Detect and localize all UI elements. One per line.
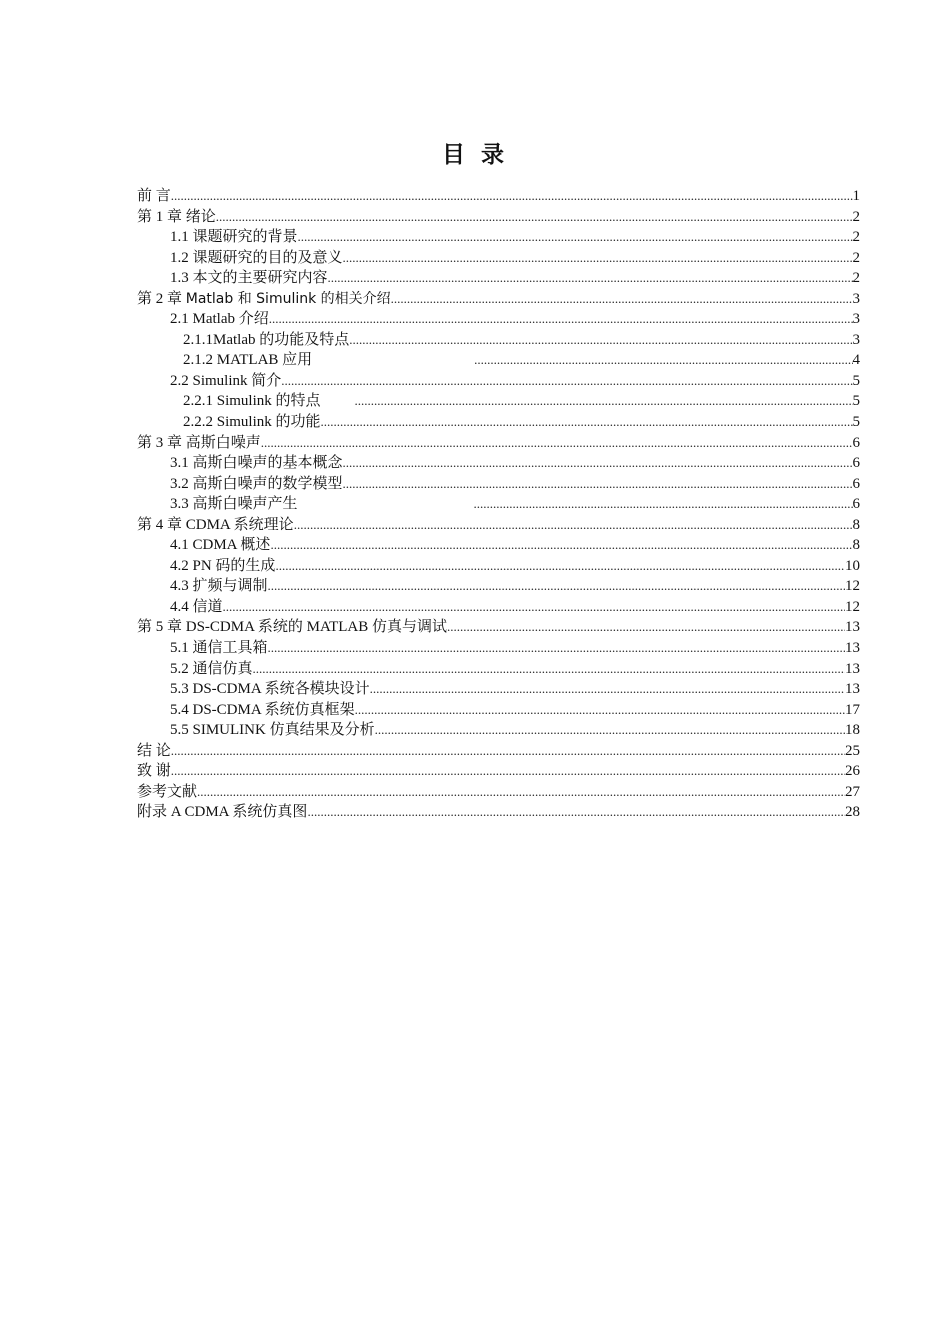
toc-page-number: 3 bbox=[852, 311, 860, 328]
toc-dot-leader bbox=[355, 391, 853, 411]
toc-dot-leader bbox=[268, 576, 845, 596]
toc-dot-leader bbox=[307, 802, 845, 822]
toc-entry-label: 4.1 CDMA 概述 bbox=[170, 537, 271, 554]
toc-page-number: 3 bbox=[852, 290, 860, 307]
toc-entry-label: 第 5 章 DS-CDMA 系统的 MATLAB 仿真与调试 bbox=[137, 619, 448, 636]
toc-dot-leader bbox=[343, 453, 853, 473]
toc-page-number: 5 bbox=[852, 393, 860, 410]
toc-entry[interactable] bbox=[137, 782, 860, 803]
toc-page-number: 10 bbox=[845, 557, 860, 574]
toc-page-number: 1 bbox=[852, 188, 860, 204]
toc-entry[interactable] bbox=[137, 309, 860, 330]
toc-entry-label: 5.1 通信工具箱 bbox=[170, 640, 268, 657]
toc-page-number: 2 bbox=[852, 208, 860, 225]
toc-entry[interactable] bbox=[137, 433, 860, 454]
toc-entry[interactable] bbox=[137, 761, 860, 782]
toc-dot-leader bbox=[328, 268, 853, 288]
toc-dot-leader bbox=[268, 638, 845, 658]
toc-entry[interactable] bbox=[137, 289, 860, 310]
toc-dot-leader bbox=[370, 679, 845, 699]
toc-page-number: 12 bbox=[845, 598, 860, 615]
toc-page-number: 27 bbox=[845, 783, 860, 800]
toc-entry[interactable] bbox=[137, 371, 860, 392]
toc-entry[interactable] bbox=[137, 494, 860, 515]
toc-dot-leader bbox=[294, 515, 853, 535]
toc-dot-leader bbox=[321, 412, 853, 432]
toc-entry-label: 2.1.2 MATLAB 应用 bbox=[183, 352, 313, 369]
toc-dot-leader bbox=[171, 186, 853, 206]
toc-entry-label: 4.3 扩频与调制 bbox=[170, 578, 268, 595]
toc-page-number: 5 bbox=[852, 372, 860, 389]
toc-dot-leader bbox=[343, 248, 853, 268]
toc-entry[interactable] bbox=[137, 186, 860, 207]
toc-page-number: 3 bbox=[852, 331, 860, 348]
toc-entry-label: 致 谢 bbox=[137, 763, 171, 780]
toc-entry[interactable] bbox=[137, 515, 860, 536]
toc-entry-label-rest: Matlab 和 Simulink 的相关介绍 bbox=[185, 290, 391, 307]
toc-entry-label: 4.4 信道 bbox=[170, 598, 223, 615]
toc-page-number: 12 bbox=[845, 578, 860, 595]
toc-page-number: 26 bbox=[845, 763, 860, 780]
toc-dot-leader bbox=[171, 741, 845, 761]
toc-page-number: 6 bbox=[852, 434, 860, 451]
toc-entry-label: 结 论 bbox=[137, 742, 171, 759]
toc-entry-label: 第 3 章 高斯白噪声 bbox=[137, 434, 261, 451]
toc-dot-leader bbox=[474, 494, 853, 514]
toc-page-number: 13 bbox=[845, 681, 860, 698]
toc-entry[interactable] bbox=[137, 391, 860, 412]
toc-entry-label: 1.3 本文的主要研究内容 bbox=[170, 270, 328, 287]
toc-dot-leader bbox=[375, 720, 845, 740]
toc-entry[interactable] bbox=[137, 617, 860, 638]
toc-entry[interactable] bbox=[137, 720, 860, 741]
toc-page-number: 8 bbox=[852, 537, 860, 554]
toc-page-number: 17 bbox=[845, 701, 860, 718]
toc-entry-label: 第 1 章 绪论 bbox=[137, 208, 216, 225]
toc-page-number: 13 bbox=[845, 619, 860, 636]
toc-entry[interactable] bbox=[137, 248, 860, 269]
toc-entry[interactable] bbox=[137, 207, 860, 228]
toc-page-number: 28 bbox=[845, 804, 860, 821]
toc-entry-label: 5.4 DS-CDMA 系统仿真框架 bbox=[170, 701, 355, 718]
toc-dot-leader bbox=[474, 350, 852, 370]
toc-entry-label: 1.2 课题研究的目的及意义 bbox=[170, 249, 343, 266]
toc-entry[interactable] bbox=[137, 597, 860, 618]
toc-dot-leader bbox=[355, 700, 845, 720]
toc-entry-label: 3.2 高斯白噪声的数学模型 bbox=[170, 475, 343, 492]
toc-entry-label: 2.2.1 Simulink 的特点 bbox=[183, 393, 321, 410]
toc-dot-leader bbox=[275, 556, 845, 576]
toc-page-number: 6 bbox=[852, 475, 860, 492]
toc-entry-label: 5.5 SIMULINK 仿真结果及分析 bbox=[170, 722, 375, 739]
toc-dot-leader bbox=[197, 782, 845, 802]
toc-dot-leader bbox=[223, 597, 845, 617]
toc-page-number: 4 bbox=[852, 352, 860, 369]
toc-dot-leader bbox=[281, 371, 852, 391]
toc-entry[interactable] bbox=[137, 412, 860, 433]
toc-entry[interactable] bbox=[137, 268, 860, 289]
toc-dot-leader bbox=[253, 659, 845, 679]
toc-entry[interactable] bbox=[137, 802, 860, 823]
toc-entry[interactable] bbox=[137, 330, 860, 351]
toc-page-number: 13 bbox=[845, 640, 860, 657]
toc-dot-leader bbox=[343, 474, 853, 494]
toc-entry-label: 3.3 高斯白噪声产生 bbox=[170, 496, 298, 513]
toc-entry-label: 2.2.2 Simulink 的功能 bbox=[183, 414, 321, 431]
toc-entry[interactable] bbox=[137, 700, 860, 721]
toc-page-number: 2 bbox=[852, 270, 860, 287]
toc-entry-label: 前 言 bbox=[137, 188, 171, 204]
toc-dot-leader bbox=[261, 433, 853, 453]
toc-entry[interactable] bbox=[137, 556, 860, 577]
toc-dot-leader bbox=[171, 761, 845, 781]
toc-dot-leader bbox=[391, 289, 853, 309]
toc-page-number: 25 bbox=[845, 742, 860, 759]
toc-title: 目 录 bbox=[441, 142, 508, 168]
toc-page-number: 13 bbox=[845, 660, 860, 677]
toc-entry[interactable] bbox=[137, 659, 860, 680]
toc-entry-label: 2.2 Simulink 简介 bbox=[170, 372, 282, 389]
toc-entry[interactable] bbox=[137, 350, 860, 371]
toc-entry-label bbox=[137, 289, 391, 309]
toc-entry-label: 2.1.1Matlab 的功能及特点 bbox=[183, 331, 350, 348]
toc-entry-label: 2.1 Matlab 介绍 bbox=[170, 311, 269, 328]
toc-dot-leader bbox=[270, 535, 852, 555]
toc-entry-label: 4.2 PN 码的生成 bbox=[170, 557, 276, 574]
toc-dot-leader bbox=[216, 207, 853, 227]
toc-entry-label-prefix: 第 2 章 bbox=[137, 290, 186, 307]
toc-entry-label: 5.3 DS-CDMA 系统各模块设计 bbox=[170, 681, 370, 698]
toc-page-number: 6 bbox=[852, 496, 860, 513]
toc-dot-leader bbox=[349, 330, 852, 350]
toc-dot-leader bbox=[447, 617, 845, 637]
toc-entry[interactable] bbox=[137, 679, 860, 700]
toc-entry-label: 5.2 通信仿真 bbox=[170, 660, 253, 677]
toc-entry-label: 3.1 高斯白噪声的基本概念 bbox=[170, 455, 343, 472]
toc-entry-label: 1.1 课题研究的背景 bbox=[170, 229, 298, 246]
toc-page-number: 2 bbox=[852, 229, 860, 246]
toc-page-number: 8 bbox=[852, 516, 860, 533]
toc-entry[interactable] bbox=[137, 535, 860, 556]
toc-entry[interactable] bbox=[137, 638, 860, 659]
toc-entry-label: 附录 A CDMA 系统仿真图 bbox=[137, 804, 308, 821]
toc-page-number: 5 bbox=[852, 414, 860, 431]
toc-entry-label: 参考文献 bbox=[137, 783, 198, 800]
toc-entry[interactable] bbox=[137, 227, 860, 248]
toc-page-number: 2 bbox=[852, 249, 860, 266]
toc-entry-label: 第 4 章 CDMA 系统理论 bbox=[137, 516, 294, 533]
toc-dot-leader bbox=[298, 227, 853, 247]
toc-page-number: 18 bbox=[845, 722, 860, 739]
toc-entry[interactable] bbox=[137, 576, 860, 597]
toc-entry[interactable] bbox=[137, 474, 860, 495]
table-of-contents bbox=[137, 186, 860, 823]
toc-page-number: 6 bbox=[852, 455, 860, 472]
toc-entry[interactable] bbox=[137, 453, 860, 474]
toc-entry[interactable] bbox=[137, 741, 860, 762]
toc-dot-leader bbox=[269, 309, 853, 329]
